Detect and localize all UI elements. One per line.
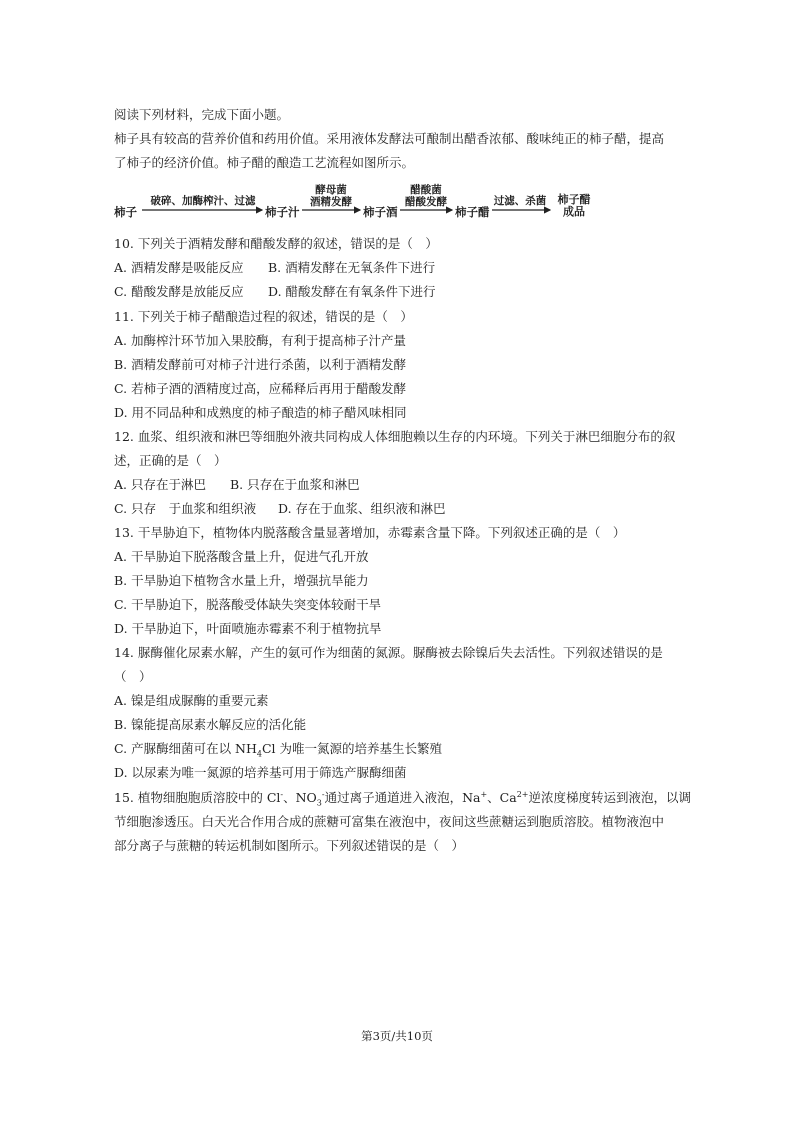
q15-s1b-sup: -	[321, 789, 325, 799]
q10-option-c: C. 醋酸发酵是放能反应	[114, 284, 244, 299]
q15-stem-line-3: 部分离子与蔗糖的转运机制如图所示。下列叙述错误的是（ ）	[114, 838, 465, 853]
q13-option-b: B. 干旱胁迫下植物含水量上升，增强抗旱能力	[114, 573, 369, 588]
intro-line-2: 柿子具有较高的营养价值和药用价值。采用液体发酵法可酿制出醋香浓郁、酸味纯正的柿子醋，提高	[114, 131, 665, 146]
q13-stem: 13. 干旱胁迫下，植物体内脱落酸含量显著增加，赤霉素含量下降。下列叙述正确的是（ ）	[114, 525, 626, 540]
q12-stem-line-2: 述，正确的是（ ）	[114, 453, 227, 468]
flow-label-juicing: 破碎、加酶榨汁、过滤	[150, 195, 256, 207]
flow-node-persimmon: 柿子	[114, 205, 137, 219]
q13-option-c: C. 干旱胁迫下，脱落酸受体缺失突变体较耐干旱	[114, 597, 382, 612]
q15-s1a: 15. 植物细胞胞质溶胶中的 Cl	[114, 790, 281, 805]
q14-stem-line-1: 14. 脲酶催化尿素水解，产生的氨可作为细菌的氮源。脲酶被去除镍后失去活性。下列叙述错误的是	[114, 645, 663, 660]
page-number-footer: 第3页/共10页	[361, 1029, 433, 1043]
q12-option-a: A. 只存在于淋巴	[114, 477, 206, 492]
q13-option-d: D. 干旱胁迫下，叶面喷施赤霉素不利于植物抗旱	[114, 621, 382, 636]
q14-option-b: B. 镍能提高尿素水解反应的活化能	[114, 717, 307, 732]
q15-s1d-sup: 2+	[516, 789, 529, 799]
q10-stem: 10. 下列关于酒精发酵和醋酸发酵的叙述，错误的是（ ）	[114, 236, 438, 251]
flow-node-product-top: 柿子醋	[557, 193, 591, 206]
flow-node-wine: 柿子酒	[363, 205, 398, 219]
q11-option-d: D. 用不同品种和成熟度的柿子酿造的柿子醋风味相同	[114, 405, 407, 420]
flow-node-juice: 柿子汁	[265, 205, 300, 219]
q14-option-a: A. 镍是组成脲酶的重要元素	[114, 693, 269, 708]
q14-stem-line-2: （ ）	[114, 669, 152, 684]
q15-s1e: 逆浓度梯度转运到液泡，以调	[528, 790, 692, 805]
q12-option-d: D. 存在于血浆、组织液和淋巴	[278, 501, 446, 516]
q10-option-a: A. 酒精发酵是吸能反应	[114, 260, 244, 275]
q15-stem-line-2: 节细胞渗透压。白天光合作用合成的蔗糖可富集在液泡中，夜间这些蔗糖运到胞质溶胶。植物液泡中	[114, 814, 665, 829]
q11-option-b: B. 酒精发酵前可对柿子汁进行杀菌，以利于酒精发酵	[114, 357, 407, 372]
q15-s1b: 、NO	[283, 790, 317, 805]
intro-line-1: 阅读下列材料，完成下面小题。	[114, 107, 290, 122]
flow-label-acetic-fermentation: 醋酸发酵	[405, 196, 447, 208]
q14-option-d: D. 以尿素为唯一氮源的培养基可用于筛选产脲酶细菌	[114, 765, 407, 780]
q11-option-c: C. 若柿子酒的酒精度过高，应稀释后再用于醋酸发酵	[114, 381, 407, 396]
q10-option-d: D. 醋酸发酵在有氧条件下进行	[268, 284, 436, 299]
q13-option-a: A. 干旱胁迫下脱落酸含量上升，促进气孔开放	[114, 549, 369, 564]
q10-option-b: B. 酒精发酵在无氧条件下进行	[268, 260, 436, 275]
q15-stem-line-1	[114, 790, 691, 806]
flow-node-vinegar: 柿子醋	[455, 205, 490, 219]
q12-stem-line-1: 12. 血浆、组织液和淋巴等细胞外液共同构成人体细胞赖以生存的内环境。下列关于淋巴细胞分布的叙	[114, 429, 676, 444]
flow-node-product-bottom: 成品	[563, 205, 585, 218]
q14-option-c-post: Cl 为唯一氮源的培养基生长繁殖	[261, 741, 443, 756]
q15-s1d: 、Ca	[487, 790, 517, 805]
q14-option-c-pre: C. 产脲酶细菌可在以 NH	[114, 741, 257, 756]
q14-option-c-sub: 4	[256, 749, 262, 759]
q14-option-c	[114, 741, 442, 757]
q11-stem: 11. 下列关于柿子醋酿造过程的叙述，错误的是（ ）	[114, 309, 413, 324]
q15-s1c-sup: +	[480, 789, 488, 799]
q15-s1a-sup: -	[280, 789, 284, 799]
q11-option-a: A. 加酶榨汁环节加入果胶酶，有利于提高柿子汁产量	[114, 333, 406, 348]
q12-option-b: B. 只存在于血浆和淋巴	[230, 477, 360, 492]
flow-label-acetobacter: 醋酸菌	[410, 184, 442, 196]
vinegar-process-flow	[114, 182, 594, 222]
q15-s1b-sub: 3	[316, 798, 322, 808]
q15-s1c: 通过离子通道进入液泡，Na	[324, 790, 481, 805]
q12-option-c: C. 只存 于血浆和组织液	[114, 501, 257, 516]
flow-label-alcohol-fermentation: 酒精发酵	[310, 196, 352, 208]
flow-label-yeast: 酵母菌	[315, 184, 347, 196]
intro-line-3: 了柿子的经济价值。柿子醋的酿造工艺流程如图所示。	[114, 155, 415, 170]
flow-label-filter-sterilize: 过滤、杀菌	[493, 195, 547, 207]
